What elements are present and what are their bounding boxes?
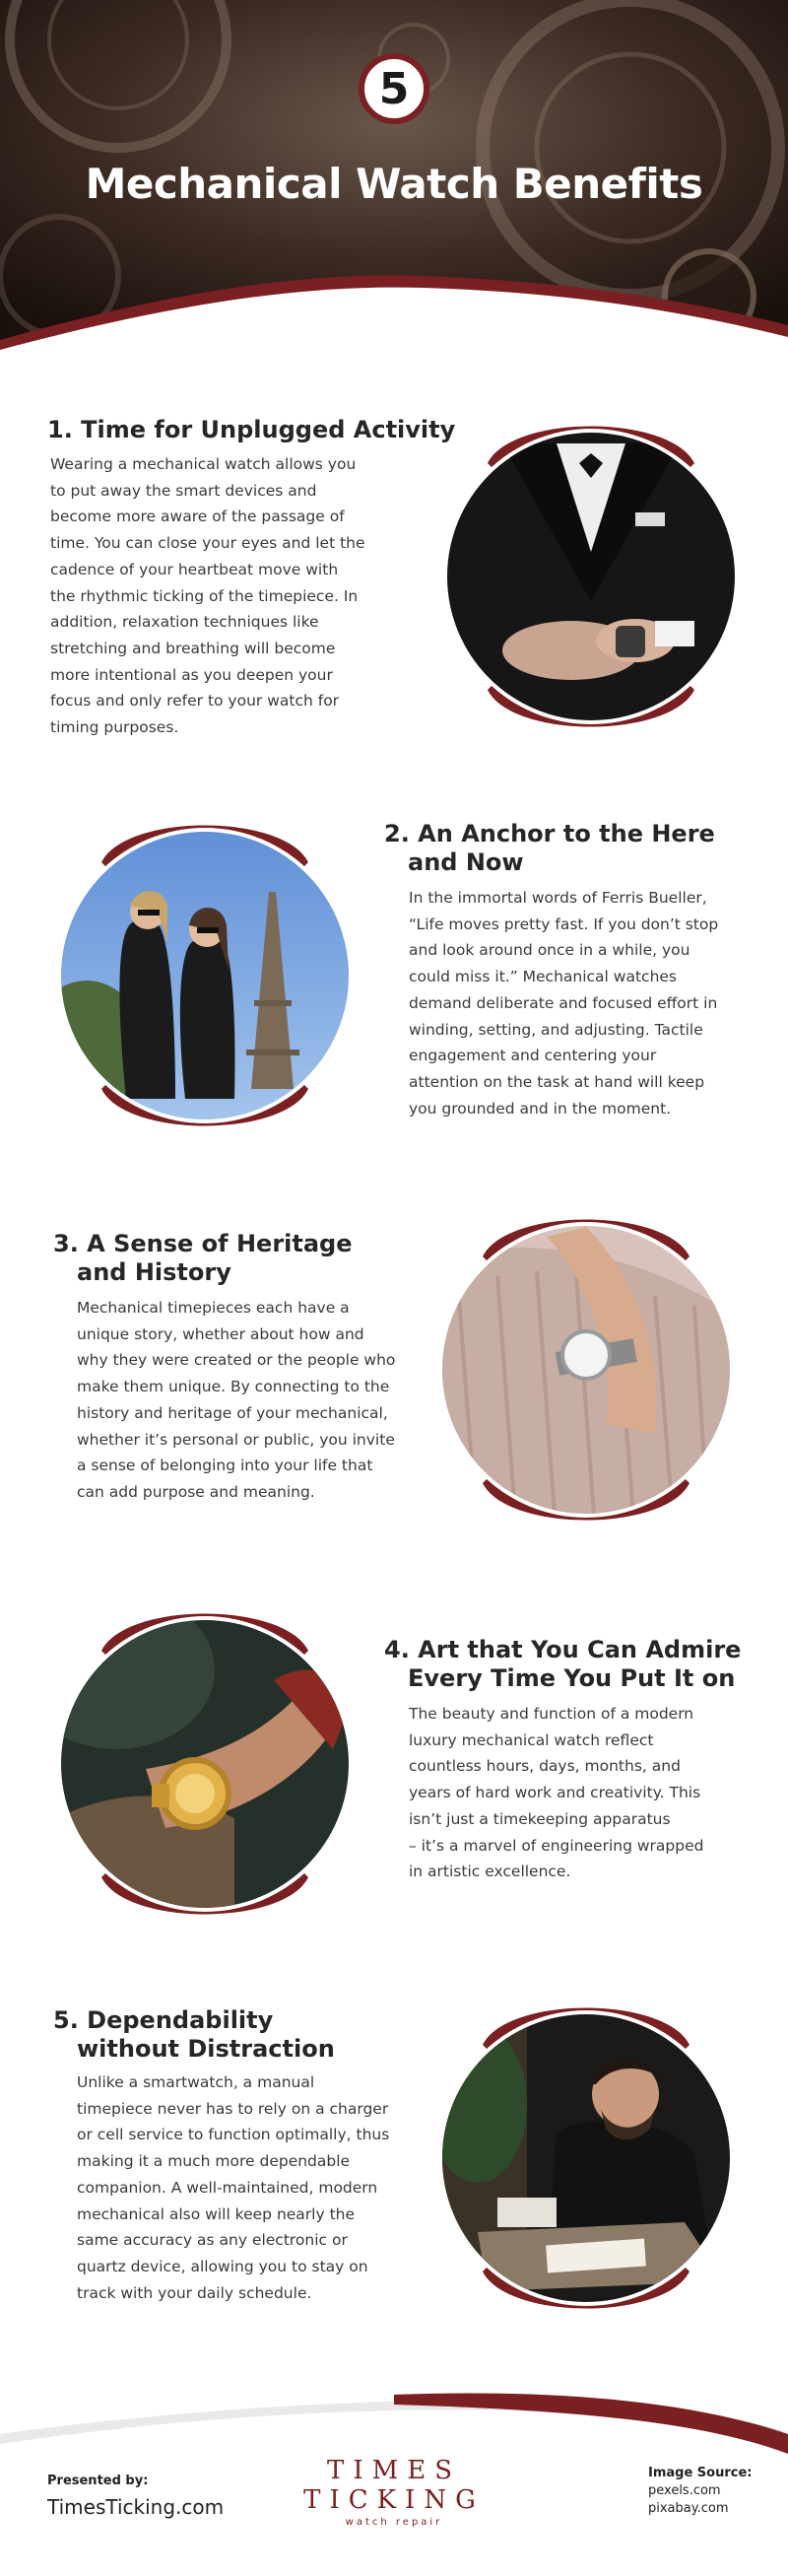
section-body: The beauty and function of a modern luxury mechanical watch reflect countless hours, days, months, and years of hard work and creativity. This isn’t just a timekeeping apparatus – it’s a marvel of engineering wrapped in artistic excellence. [409, 1705, 704, 1881]
photo-wrist-silver-watch [438, 1197, 734, 1542]
section-title: 3. A Sense of Heritage and History [53, 1230, 353, 1286]
section-title: 4. Art that You Can Admire Every Time You Put It on [384, 1636, 742, 1692]
photo-man-at-desk [438, 1986, 734, 2331]
image-source-label: Image Source: [648, 2466, 753, 2480]
header-banner [0, 0, 788, 355]
number-badge: 5 [359, 53, 429, 124]
section-title: 2. An Anchor to the Here and Now [384, 820, 715, 876]
image-source-pixabay[interactable]: pixabay.com [648, 2501, 729, 2516]
presented-by-label: Presented by: [47, 2474, 149, 2488]
times-ticking-logo [286, 2456, 502, 2535]
image-source-pexels[interactable]: pexels.com [648, 2483, 721, 2498]
section-title: 5. Dependability without Distraction [53, 2006, 335, 2063]
section-body: In the immortal words of Ferris Bueller, “Life moves pretty fast. If you don’t stop and look around once in a while, you could miss it.” Mechanical watches demand deliberate and focused effort in winding, setting, and adjusting. Tactile engagement and centering your attention on the task at hand will keep you grounded and in the moment. [409, 889, 719, 1118]
section-body: Unlike a smartwatch, a manual timepiece never has to rely on a charger or cell service to function optimally, thus making it a much more dependable companion. A well-maintained, modern mechanical also will keep nearly the same accuracy as any electronic or quartz device, allowing you to stay on track with your daily schedule. [77, 2073, 390, 2302]
section-body: Mechanical timepieces each have a unique story, whether about how and why they were created or the people who make them unique. By connecting to the history and heritage of your mechanical, whether it’s personal or public, you invite a sense of belonging into your life that can add purpose and meaning. [77, 1299, 396, 1501]
logo-text-bottom: TICKING [303, 2485, 485, 2515]
presented-by-site[interactable]: TimesTicking.com [47, 2495, 225, 2519]
section-title: 1. Time for Unplugged Activity [47, 416, 456, 443]
photo-tuxedo-man [443, 404, 739, 749]
photo-eiffel-tower-women [57, 803, 353, 1148]
footer [0, 2375, 788, 2576]
logo-tagline: watch repair [345, 2517, 443, 2528]
page-title: Mechanical Watch Benefits [85, 160, 703, 208]
photo-gold-watch [57, 1592, 353, 1936]
section-body: Wearing a mechanical watch allows you to put away the smart devices and become more aware of the passage of time. You can close your eyes and let the cadence of your heartbeat move with the rhythmic ticking of the timepiece. In addition, relaxation techniques like stretching and breathing will become more intentional as you deepen your focus and only refer to your watch for timing purposes. [50, 455, 365, 737]
logo-text-top: TIMES [326, 2456, 462, 2485]
